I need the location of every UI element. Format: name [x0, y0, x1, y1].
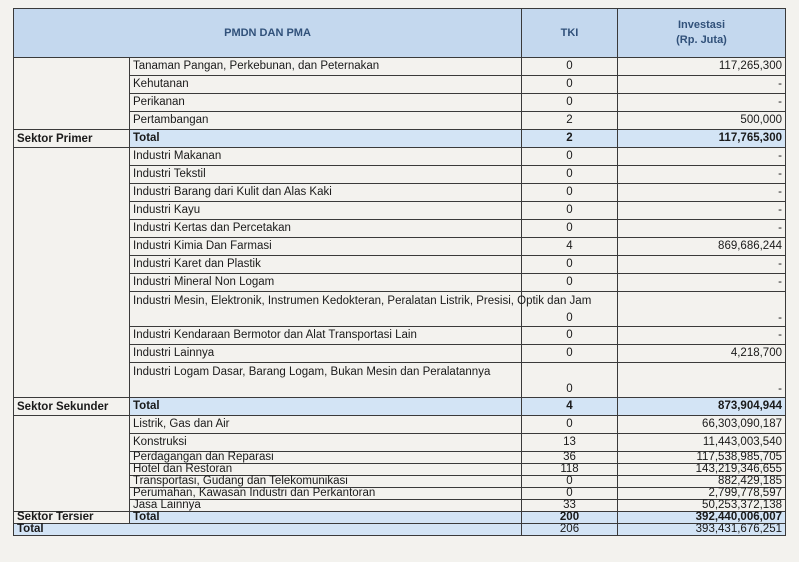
row-investasi: - — [618, 292, 786, 327]
row-tki: 0 — [522, 184, 618, 202]
row-investasi: - — [618, 256, 786, 274]
sector-label-sekunder: Sektor Sekunder — [14, 398, 130, 416]
row-tki: 0 — [522, 345, 618, 363]
row-tki: 0 — [522, 256, 618, 274]
grand-total-row — [14, 524, 786, 536]
table-row — [14, 292, 786, 327]
row-name: Industri Lainnya — [130, 345, 522, 363]
row-investasi: - — [618, 166, 786, 184]
row-name: Kehutanan — [130, 76, 522, 94]
row-name: Industri Kertas dan Percetakan — [130, 220, 522, 238]
sector-cell-blank — [14, 58, 130, 130]
row-investasi: 117,538,985,705 — [618, 452, 786, 464]
sector-cell-blank — [14, 148, 130, 398]
table-row — [14, 148, 786, 166]
total-label: Total — [130, 398, 522, 416]
row-name: Industri Kendaraan Bermotor dan Alat Transportasi Lain — [130, 327, 522, 345]
row-name: Industri Logam Dasar, Barang Logam, Bukan Mesin dan Peralatannya — [130, 363, 522, 398]
row-tki: 0 — [522, 58, 618, 76]
row-tki: 0 — [522, 166, 618, 184]
row-investasi: - — [618, 148, 786, 166]
row-name: Konstruksi — [130, 434, 522, 452]
row-name: Industri Kimia Dan Farmasi — [130, 238, 522, 256]
row-tki: 0 — [522, 476, 618, 488]
total-investasi: 117,765,300 — [618, 130, 786, 148]
header-investasi-line1: Investasi — [677, 19, 726, 31]
row-investasi: - — [618, 363, 786, 398]
table-row — [14, 94, 786, 112]
total-tki: 4 — [522, 398, 618, 416]
row-investasi: - — [618, 184, 786, 202]
table-row — [14, 363, 786, 398]
header-tki: TKI — [522, 9, 618, 58]
row-name: Transportasi, Gudang dan Telekomunikasi — [130, 476, 522, 488]
table-row — [14, 112, 786, 130]
row-name: Industri Makanan — [130, 148, 522, 166]
row-tki: 118 — [522, 464, 618, 476]
row-tki: 0 — [522, 327, 618, 345]
row-investasi: - — [618, 274, 786, 292]
row-investasi: - — [618, 76, 786, 94]
row-tki: 0 — [522, 220, 618, 238]
header-investasi — [618, 9, 786, 58]
sector-label-tersier: Sektor Tersier — [14, 512, 130, 524]
table-row — [14, 476, 786, 488]
table-row — [14, 488, 786, 500]
row-investasi: 4,218,700 — [618, 345, 786, 363]
header-investasi-line2: (Rp. Juta) — [676, 34, 727, 46]
row-tki: 0 — [522, 148, 618, 166]
row-name: Perikanan — [130, 94, 522, 112]
total-investasi: 873,904,944 — [618, 398, 786, 416]
total-row-sekunder — [14, 398, 786, 416]
header-row — [14, 9, 786, 58]
table-row — [14, 500, 786, 512]
row-investasi: - — [618, 327, 786, 345]
total-tki: 200 — [522, 512, 618, 524]
row-name: Industri Barang dari Kulit dan Alas Kaki — [130, 184, 522, 202]
total-investasi: 392,440,006,007 — [618, 512, 786, 524]
table-row — [14, 256, 786, 274]
row-tki: 0 — [522, 274, 618, 292]
row-investasi: 11,443,003,540 — [618, 434, 786, 452]
table-row — [14, 327, 786, 345]
investment-table — [13, 8, 786, 536]
row-investasi: - — [618, 94, 786, 112]
row-name: Pertambangan — [130, 112, 522, 130]
row-name: Tanaman Pangan, Perkebunan, dan Peternakan — [130, 58, 522, 76]
total-tki: 2 — [522, 130, 618, 148]
row-investasi: 869,686,244 — [618, 238, 786, 256]
table-row — [14, 202, 786, 220]
row-tki: 0 — [522, 76, 618, 94]
row-investasi: 500,000 — [618, 112, 786, 130]
row-tki: 0 — [522, 94, 618, 112]
row-tki: 13 — [522, 434, 618, 452]
row-tki: 0 — [522, 363, 618, 398]
row-tki: 4 — [522, 238, 618, 256]
row-name: Listrik, Gas dan Air — [130, 416, 522, 434]
total-row-tersier — [14, 512, 786, 524]
row-name: Hotel dan Restoran — [130, 464, 522, 476]
row-name: Industri Kayu — [130, 202, 522, 220]
row-investasi: - — [618, 202, 786, 220]
table-row — [14, 238, 786, 256]
row-tki: 0 — [522, 416, 618, 434]
row-investasi: 66,303,090,187 — [618, 416, 786, 434]
row-investasi: 143,219,346,655 — [618, 464, 786, 476]
row-investasi: - — [618, 220, 786, 238]
row-tki: 0 — [522, 488, 618, 500]
sector-cell-blank — [14, 416, 130, 512]
table-row — [14, 76, 786, 94]
row-investasi: 117,265,300 — [618, 58, 786, 76]
table-row — [14, 58, 786, 76]
total-label: Total — [130, 130, 522, 148]
row-tki: 36 — [522, 452, 618, 464]
row-name: Industri Mineral Non Logam — [130, 274, 522, 292]
row-name: Industri Karet dan Plastik — [130, 256, 522, 274]
table-row — [14, 345, 786, 363]
row-name: Perdagangan dan Reparasi — [130, 452, 522, 464]
row-name: Industri Tekstil — [130, 166, 522, 184]
header-pmdn-pma: PMDN DAN PMA — [14, 9, 522, 58]
row-investasi: 882,429,185 — [618, 476, 786, 488]
total-row-primer — [14, 130, 786, 148]
row-investasi: 50,253,372,138 — [618, 500, 786, 512]
grand-total-investasi: 393,431,676,251 — [618, 524, 786, 536]
row-tki: 0 — [522, 292, 618, 327]
total-label: Total — [130, 512, 522, 524]
sector-label-primer: Sektor Primer — [14, 130, 130, 148]
row-tki: 0 — [522, 202, 618, 220]
row-name: Jasa Lainnya — [130, 500, 522, 512]
table-row — [14, 452, 786, 464]
row-tki: 33 — [522, 500, 618, 512]
table-row — [14, 220, 786, 238]
table-row — [14, 166, 786, 184]
grand-total-tki: 206 — [522, 524, 618, 536]
table-row — [14, 274, 786, 292]
table-row — [14, 416, 786, 434]
table-row — [14, 434, 786, 452]
row-name: Perumahan, Kawasan Industri dan Perkantoran — [130, 488, 522, 500]
table-row — [14, 464, 786, 476]
row-name: Industri Mesin, Elektronik, Instrumen Kedokteran, Peralatan Listrik, Presisi, Optik dan Jam — [130, 292, 522, 327]
row-investasi: 2,799,778,597 — [618, 488, 786, 500]
grand-total-label: Total — [14, 524, 522, 536]
row-tki: 2 — [522, 112, 618, 130]
table-row — [14, 184, 786, 202]
